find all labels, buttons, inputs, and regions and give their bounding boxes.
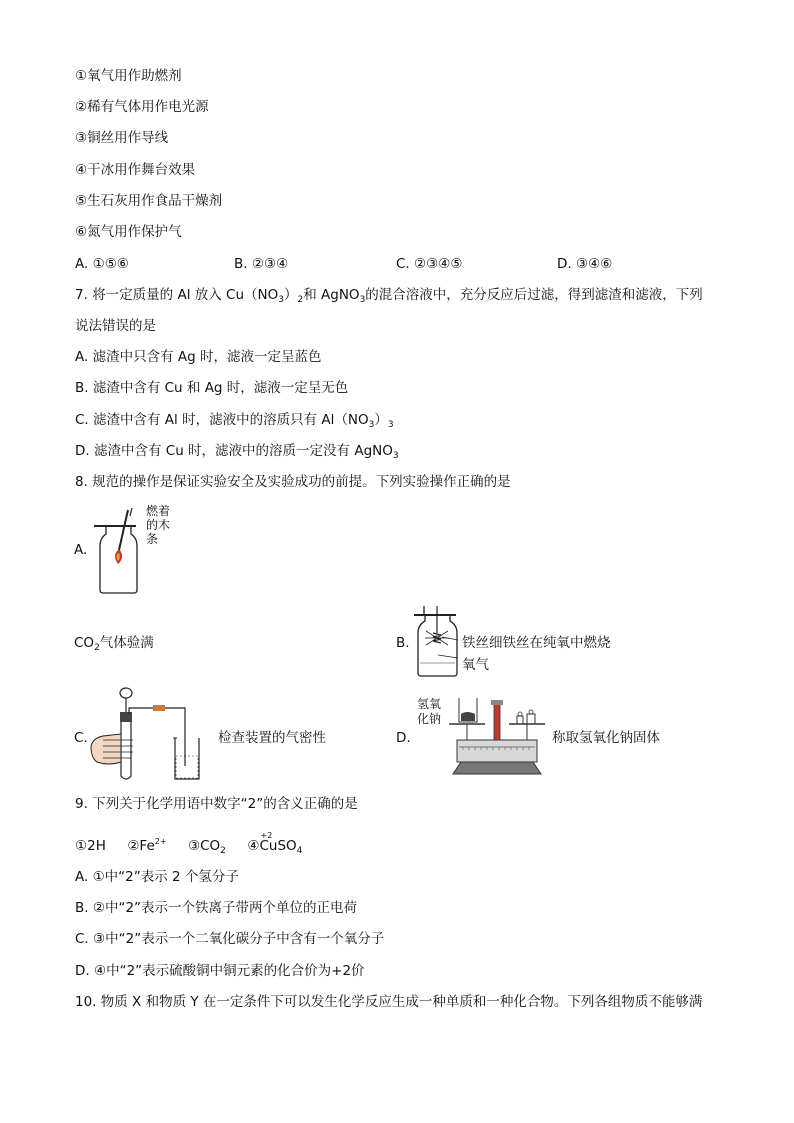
q8-c-letter: C. [74, 730, 88, 746]
q7-option-b: B. 滤渣中含有 Cu 和 Ag 时，滤液一定呈无色 [75, 380, 349, 396]
q9-option-c: C. ③中“2”表示一个二氧化碳分子中含有一个氧分子 [75, 931, 385, 947]
q8-a-letter: A. [74, 542, 88, 558]
q8-b-label-oxygen: 氧气 [462, 657, 489, 673]
q9-option-b: B. ②中“2”表示一个铁离子带两个单位的正电荷 [75, 900, 358, 916]
q8-d-letter: D. [396, 730, 411, 746]
use-item: ⑥氮气用作保护气 [75, 224, 182, 240]
q9-formulas: ①2H $②Fe^{2+}$ $③CO_2$ ④ +2 CuSO$_4$ [75, 831, 303, 856]
q6-option-b: B. ②③④ [234, 256, 289, 272]
q8-a-caption: $CO_2$气体验满 [74, 635, 154, 653]
q6-option-d: D. ③④⑥ [557, 256, 613, 272]
burning-stick-label: 燃着 的木 条 [146, 504, 171, 546]
naoh-label: 氢氧 化钠 [417, 697, 442, 726]
use-item: ③铜丝用作导线 [75, 130, 169, 146]
q8-d-caption: 称取氢氧化钠固体 [552, 730, 660, 746]
use-item: ①氧气用作助燃剂 [75, 68, 182, 84]
q6-option-a: A. ①⑤⑥ [75, 256, 129, 272]
airtightness-check-apparatus-figure [89, 686, 213, 784]
q8-c-caption: 检查装置的气密性 [218, 730, 326, 746]
q6-option-c: C. ②③④⑤ [396, 256, 463, 272]
q9-option-d: D. ④中“2”表示硫酸铜中铜元素的化合价为+2价 [75, 963, 365, 979]
use-item: ⑤生石灰用作食品干燥剂 [75, 193, 223, 209]
q8-b-letter: B. [396, 635, 410, 651]
q7-option-d: D. 滤渣中含有 Cu 时，滤液中的溶质一定没有 AgNO$_3$ [75, 443, 399, 461]
use-item: ④干冰用作舞台效果 [75, 162, 196, 178]
use-item: ②稀有气体用作电光源 [75, 99, 209, 115]
q8-stem: 8. 规范的操作是保证实验安全及实验成功的前提。下列实验操作正确的是 [75, 474, 511, 490]
q7-option-c: C. 滤渣中含有 Al 时，滤液中的溶质只有 $Al(NO_3)_3$ [75, 412, 394, 430]
q10-stem: 10. 物质 X 和物质 Y 在一定条件下可以发生化学反应生成一种单质和一种化合物。下列各组物质不能够满 [75, 994, 703, 1010]
q7-option-a: A. 滤渣中只含有 Ag 时，滤液一定呈蓝色 [75, 349, 322, 365]
q7-stem: 7. 将一定质量的 Al 放入 $Cu(NO_3)_2$和 AgNO$_3$的混合溶液中，充分反应后过滤，得到滤渣和滤液，下列 [75, 287, 703, 305]
q8-b-label-wire: 铁丝细铁丝在纯氧中燃烧 [462, 635, 611, 651]
q7-stem-line2: 说法错误的是 [75, 318, 156, 334]
q9-option-a: A. ①中“2”表示 2 个氢分子 [75, 869, 239, 885]
q9-stem: 9. 下列关于化学用语中数字“2”的含义正确的是 [75, 796, 358, 812]
balance-weighing-naoh-figure [447, 692, 547, 778]
